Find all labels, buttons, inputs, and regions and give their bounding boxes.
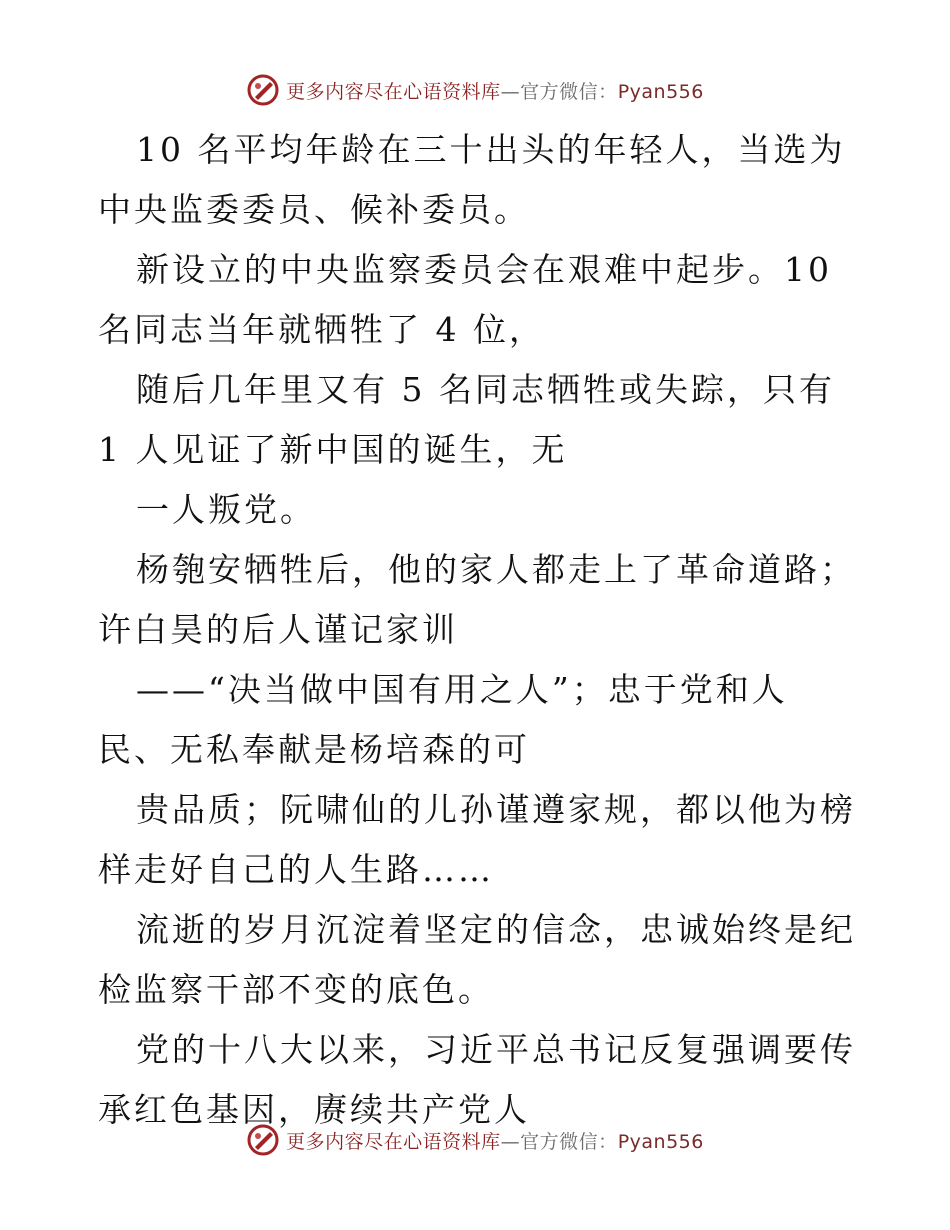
footer-brand: 更多内容尽在心语资料库 <box>286 1130 501 1153</box>
header-banner <box>0 70 950 110</box>
header-banner-text <box>286 77 704 104</box>
paragraph: 一人叛党。 <box>136 490 316 529</box>
header-dash: — <box>500 80 521 103</box>
paragraph: 随后几年里又有 5 名同志牺牲或失踪，只有 1 人见证了新中国的诞生，无 <box>98 370 835 469</box>
document-body <box>98 120 858 1140</box>
footer-label: 官方微信： <box>520 1130 618 1153</box>
seal-logo-icon <box>246 73 280 107</box>
seal-logo-icon <box>246 1123 280 1157</box>
paragraph: 新设立的中央监察委员会在艰难中起步。10 名同志当年就牺牲了 4 位， <box>98 250 832 349</box>
footer-banner-text <box>286 1127 704 1154</box>
paragraph: 党的十八大以来，习近平总书记反复强调要传承红色基因，赓续共产党人 <box>98 1030 856 1129</box>
footer-banner <box>0 1120 950 1160</box>
footer-dash: — <box>500 1130 521 1153</box>
paragraph: 流逝的岁月沉淀着坚定的信念，忠诚始终是纪检监察干部不变的底色。 <box>98 910 856 1009</box>
header-brand: 更多内容尽在心语资料库 <box>286 80 501 103</box>
footer-wechat-id: Pyan556 <box>617 1130 704 1153</box>
paragraph: ——“决当做中国有用之人”；忠于党和人民、无私奉献是杨培森的可 <box>98 670 788 769</box>
paragraph: 贵品质；阮啸仙的儿孙谨遵家规，都以他为榜样走好自己的人生路…… <box>98 790 856 889</box>
header-wechat-id: Pyan556 <box>617 80 704 103</box>
paragraph: 杨匏安牺牲后，他的家人都走上了革命道路；许白昊的后人谨记家训 <box>98 550 856 649</box>
header-label: 官方微信： <box>520 80 618 103</box>
paragraph: 10 名平均年龄在三十出头的年轻人，当选为中央监委委员、候补委员。 <box>98 130 846 229</box>
